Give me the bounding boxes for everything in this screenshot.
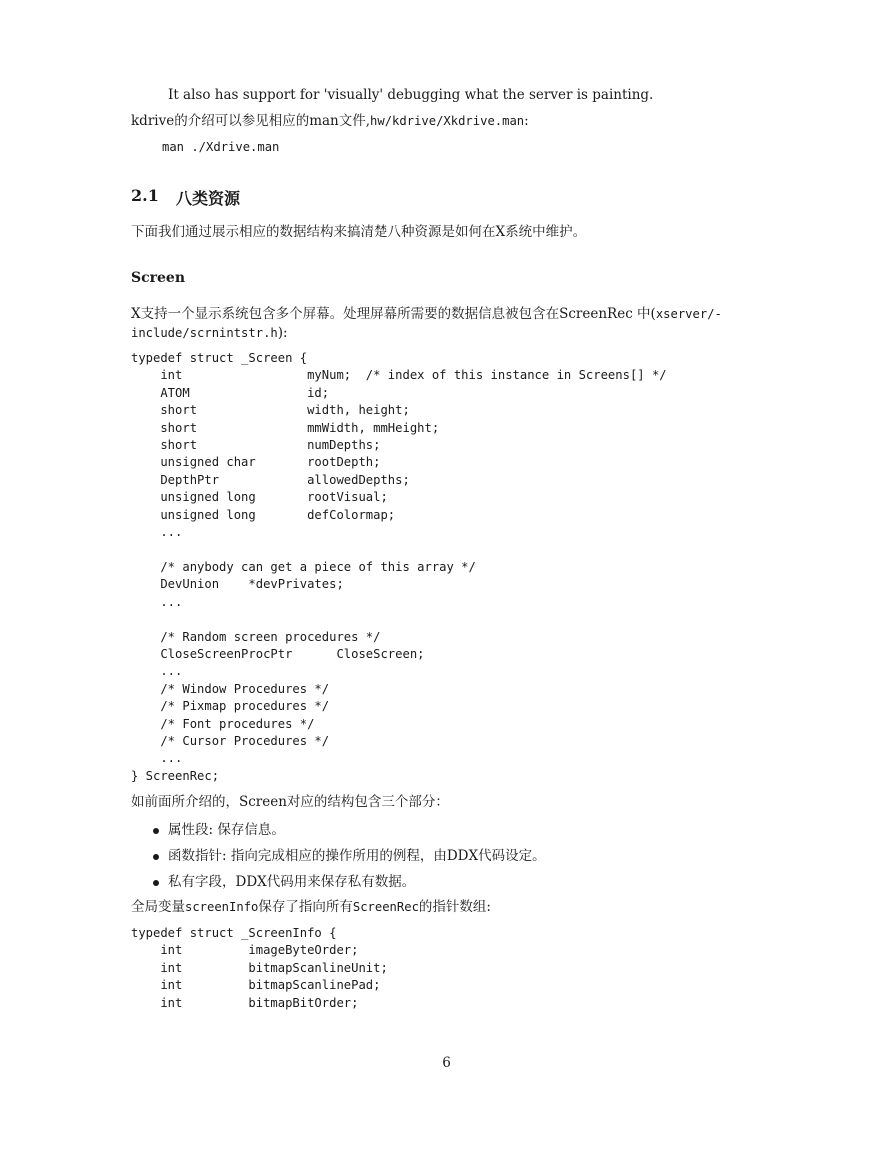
code-line: ... [131, 594, 183, 609]
list-item [131, 821, 546, 847]
list-item [131, 873, 546, 899]
code-line: } ScreenRec; [131, 768, 220, 783]
code-line: ... [131, 525, 183, 540]
intro-line-1: It also has support for 'visually' debugging what the server is painting. [168, 87, 654, 103]
intro-line-2 [131, 112, 529, 131]
code-line: /* Font procedures */ [131, 716, 315, 731]
global-prefix: 全局变量 [131, 899, 185, 915]
list-item-text: 属性段: 保存信息。 [168, 822, 285, 838]
after-code-text: 如前面所介绍的，Screen对应的结构包含三个部分： [131, 794, 449, 810]
code-line: unsigned long defColormap; [131, 507, 396, 522]
code-line: int imageByteOrder; [131, 943, 359, 958]
code-line: ... [131, 751, 183, 766]
bullet-icon [153, 854, 159, 860]
list-item-text: 函数指针: 指向完成相应的操作所用的例程，由DDX代码设定。 [168, 848, 546, 864]
code-line: unsigned char rootDepth; [131, 455, 381, 470]
code-line: /* anybody can get a piece of this array */ [131, 559, 476, 574]
intro-line-2-prefix: kdrive的介绍可以参见相应的man文件, [131, 113, 371, 129]
bullet-icon [153, 828, 159, 834]
code-line: int myNum; /* index of this instance in Screens[] */ [131, 368, 667, 383]
screen-desc-path-2: include/scrnintstr.h [131, 326, 278, 340]
list-item-text: 私有字段，DDX代码用来保存私有数据。 [168, 874, 416, 890]
man-command: man ./Xdrive.man [162, 140, 280, 154]
section-number: 2.1 [131, 186, 159, 205]
code-line: DepthPtr allowedDepths; [131, 472, 410, 487]
global-var-text [131, 898, 491, 917]
global-mid: 保存了指向所有 [258, 899, 353, 915]
list-item [131, 847, 546, 873]
code-line: int bitmapScanlineUnit; [131, 960, 388, 975]
code-line: short width, height; [131, 403, 410, 418]
code-line: CloseScreenProcPtr CloseScreen; [131, 646, 425, 661]
code-line: unsigned long rootVisual; [131, 490, 388, 505]
code-line: /* Random screen procedures */ [131, 629, 381, 644]
code-line: /* Window Procedures */ [131, 681, 330, 696]
screen-desc-suffix: ): [277, 325, 288, 341]
intro-line-2-suffix: : [524, 113, 529, 129]
code-line: typedef struct _Screen { [131, 351, 308, 365]
screenrec-code-block [131, 350, 667, 785]
section-intro: 下面我们通过展示相应的数据结构来搞清楚八种资源是如何在X系统中维护。 [131, 224, 587, 240]
section-title: 八类资源 [176, 189, 241, 208]
code-line: DevUnion *devPrivates; [131, 577, 344, 592]
screen-desc-line-2 [131, 324, 288, 343]
screen-parts-list [131, 821, 546, 899]
screen-desc-prefix: X支持一个显示系统包含多个屏幕。处理屏幕所需要的数据信息被包含在ScreenRec 中( [131, 306, 656, 322]
screeninfo-code-block [131, 925, 388, 1012]
code-line: /* Pixmap procedures */ [131, 699, 330, 714]
screen-desc-line-1 [131, 305, 722, 324]
code-line: ATOM id; [131, 385, 330, 400]
screen-heading: Screen [131, 270, 186, 286]
page-number: 6 [442, 1055, 451, 1071]
screen-desc-path-1: xserver/- [655, 307, 722, 321]
screenrec-identifier: ScreenRec [352, 900, 419, 914]
code-line: int bitmapScanlinePad; [131, 978, 381, 993]
code-line: int bitmapBitOrder; [131, 995, 359, 1010]
xkdrive-man-path: hw/kdrive/Xkdrive.man [370, 114, 525, 128]
global-suffix: 的指针数组: [418, 899, 491, 915]
code-line: typedef struct _ScreenInfo { [131, 926, 337, 940]
code-line: short mmWidth, mmHeight; [131, 420, 440, 435]
bullet-icon [153, 880, 159, 886]
code-line: short numDepths; [131, 438, 381, 453]
code-line: ... [131, 664, 183, 679]
code-line: /* Cursor Procedures */ [131, 733, 330, 748]
screeninfo-identifier: screenInfo [185, 900, 259, 914]
